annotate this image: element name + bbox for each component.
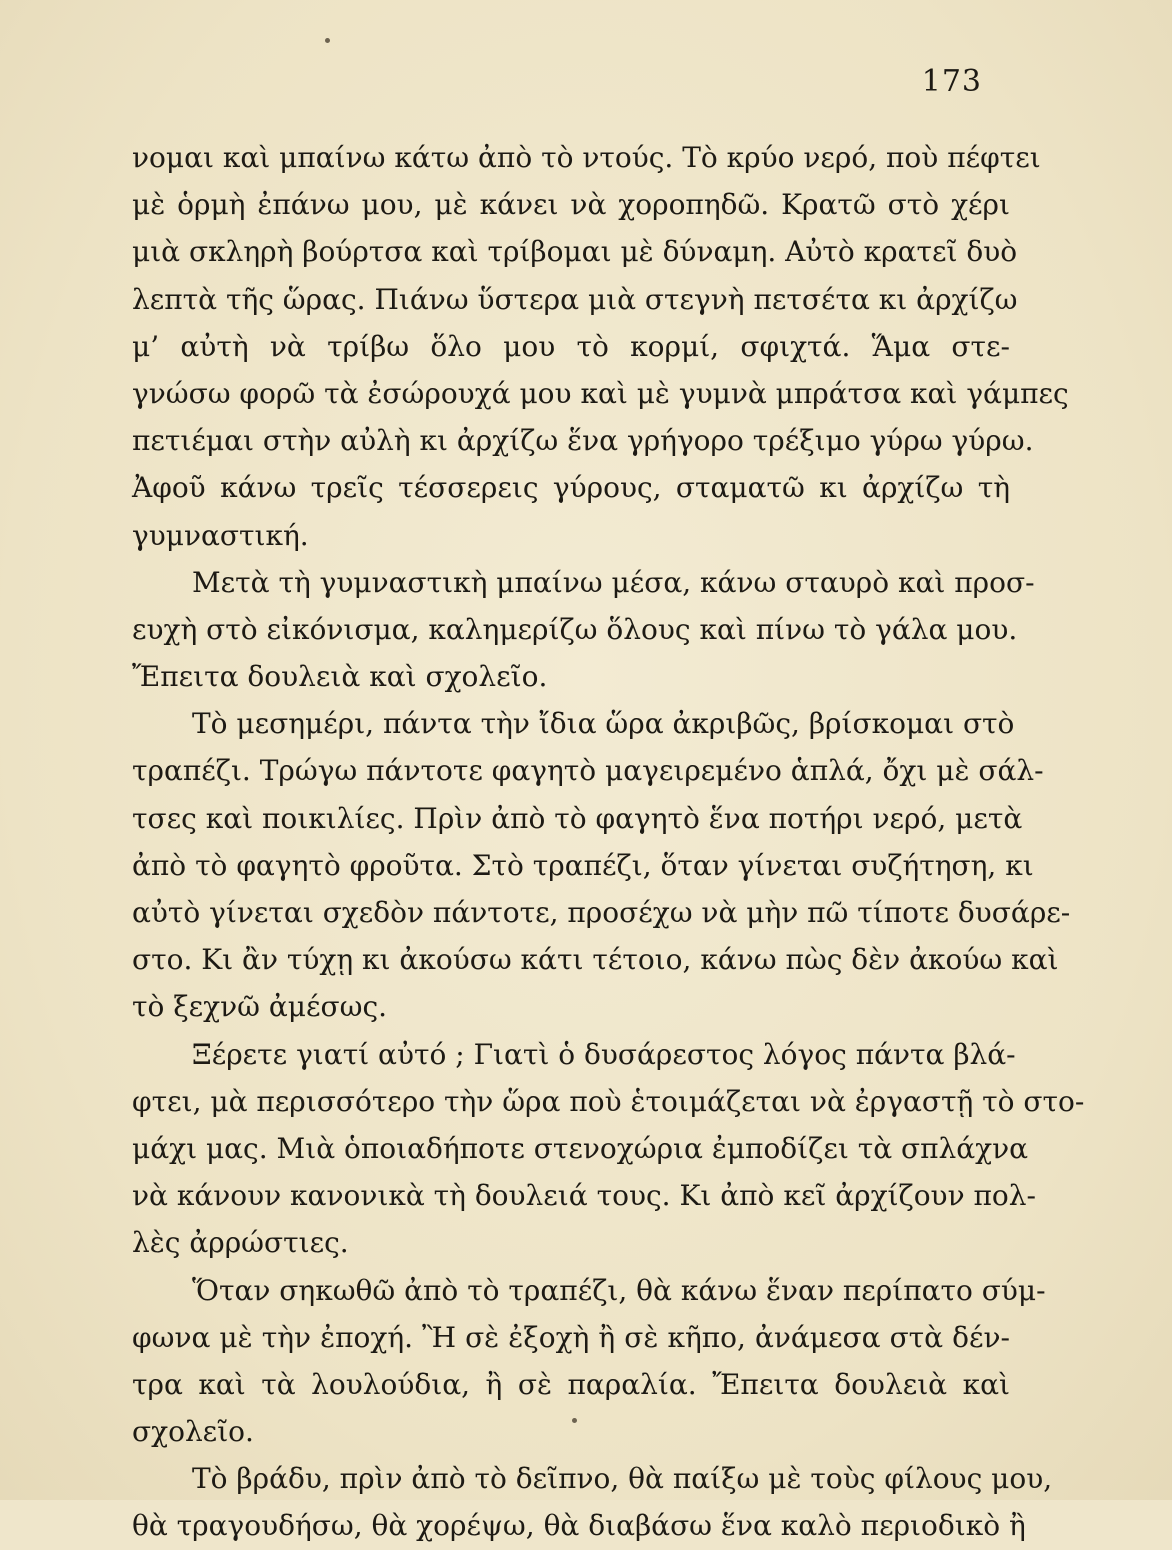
text-line: φτει, μὰ περισσότερο τὴν ὥρα ποὺ ἑτοιμάζεται νὰ ἐργαστῇ τὸ στο- <box>132 1084 1085 1118</box>
text-line: Ξέρετε γιατί αὐτό ; Γιατὶ ὁ δυσάρεστος λόγος πάντα βλά- <box>192 1037 1016 1071</box>
text-line: ἀπὸ τὸ φαγητὸ φροῦτα. Στὸ τραπέζι, ὅταν γίνεται συζήτηση, κι <box>132 848 1034 882</box>
paragraph <box>132 134 1069 559</box>
paragraph <box>132 1031 1085 1267</box>
text-line: Μετὰ τὴ γυμναστικὴ μπαίνω μέσα, κάνω σταυρὸ καὶ προσ- <box>192 565 1035 599</box>
text-line: τσες καὶ ποικιλίες. Πρὶν ἀπὸ τὸ φαγητὸ ἕνα ποτήρι νερό, μετὰ <box>132 801 1023 835</box>
text-line: Ἀφοῦ κάνω τρεῖς τέσσερεις γύρους, σταματῶ κι ἀρχίζω τὴ <box>132 471 1010 505</box>
text-line: Τὸ βράδυ, πρὶν ἀπὸ τὸ δεῖπνο, θὰ παίξω μὲ τοὺς φίλους μου, <box>192 1462 1053 1496</box>
text-line: τραπέζι. Τρώγω πάντοτε φαγητὸ μαγειρεμένο ἁπλά, ὄχι μὲ σάλ- <box>132 754 1044 788</box>
text-line: φωνα μὲ τὴν ἐποχή. Ἢ σὲ ἐξοχὴ ἢ σὲ κῆπο, ἀνάμεσα στὰ δέν- <box>132 1320 1010 1354</box>
text-line: τὸ ξεχνῶ ἀμέσως. <box>132 990 388 1024</box>
paragraph <box>132 700 1071 1030</box>
text-line: Ὅταν σηκωθῶ ἀπὸ τὸ τραπέζι, θὰ κάνω ἕναν περίπατο σύμ- <box>192 1273 1046 1307</box>
paragraph <box>132 1267 1046 1456</box>
text-line: Τὸ μεσημέρι, πάντα τὴν ἴδια ὥρα ἀκριβῶς, βρίσκομαι στὸ <box>192 707 1015 741</box>
text-line: πετιέμαι στὴν αὐλὴ κι ἀρχίζω ἕνα γρήγορο τρέξιμο γύρω γύρω. <box>132 424 1034 458</box>
text-line: μάχι μας. Μιὰ ὁποιαδήποτε στενοχώρια ἐμποδίζει τὰ σπλάχνα <box>132 1131 1029 1165</box>
page-number: 173 <box>921 64 982 99</box>
text-line: θὰ τραγουδήσω, θὰ χορέψω, θὰ διαβάσω ἕνα καλὸ περιοδικὸ ἢ <box>132 1509 1026 1543</box>
text-line: λὲς ἀρρώστιες. <box>132 1226 349 1260</box>
text-line: μ’ αὐτὴ νὰ τρίβω ὅλο μου τὸ κορμί, σφιχτά. Ἅμα στε- <box>132 329 1010 363</box>
text-line: αὐτὸ γίνεται σχεδὸν πάντοτε, προσέχω νὰ μὴν πῶ τίποτε δυσάρε- <box>132 896 1071 929</box>
text-line: μιὰ σκληρὴ βούρτσα καὶ τρίβομαι μὲ δύναμη. Αὐτὸ κρατεῖ δυὸ <box>132 235 1018 269</box>
paragraph <box>132 559 1035 701</box>
body-text <box>132 134 1085 1550</box>
text-line: σχολεῖο. <box>132 1415 254 1449</box>
text-line: Ἔπειτα δουλειὰ καὶ σχολεῖο. <box>132 660 548 694</box>
paper-speck <box>572 1418 577 1423</box>
text-line: τρα καὶ τὰ λουλούδια, ἢ σὲ παραλία. Ἔπειτα δουλειὰ καὶ <box>132 1367 1010 1401</box>
text-line: νὰ κάνουν κανονικὰ τὴ δουλειά τους. Κι ἀπὸ κεῖ ἀρχίζουν πολ- <box>132 1179 1036 1213</box>
text-line: μὲ ὁρμὴ ἐπάνω μου, μὲ κάνει νὰ χοροπηδῶ. Κρατῶ στὸ χέρι <box>132 188 1010 222</box>
paragraph <box>132 1455 1053 1549</box>
text-line: ευχὴ στὸ εἰκόνισμα, καλημερίζω ὅλους καὶ πίνω τὸ γάλα μου. <box>132 612 1018 646</box>
text-line: γνώσω φορῶ τὰ ἐσώρουχά μου καὶ μὲ γυμνὰ μπράτσα καὶ γάμπες <box>132 376 1069 410</box>
text-line: λεπτὰ τῆς ὥρας. Πιάνω ὕστερα μιὰ στεγνὴ πετσέτα κι ἀρχίζω <box>132 282 1018 316</box>
text-line: νομαι καὶ μπαίνω κάτω ἀπὸ τὸ ντούς. Τὸ κρύο νερό, ποὺ πέφτει <box>132 141 1041 174</box>
text-line: γυμναστική. <box>132 518 309 552</box>
paper-speck <box>325 38 330 43</box>
text-line: στο. Κι ἂν τύχῃ κι ἀκούσω κάτι τέτοιο, κάνω πὼς δὲν ἀκούω καὶ <box>132 943 1059 977</box>
